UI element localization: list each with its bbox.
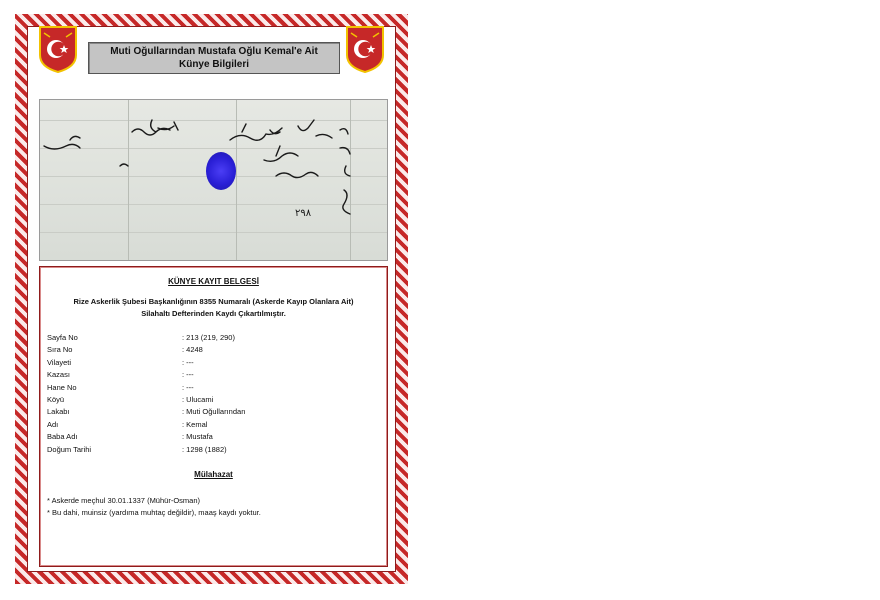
turkish-army-emblem-left bbox=[38, 25, 78, 73]
field-value: : --- bbox=[182, 357, 194, 367]
description-line-2: Silahaltı Defterinden Kaydı Çıkartılmıştır. bbox=[141, 309, 286, 318]
field-label: Köyü bbox=[47, 394, 65, 404]
field-value: : --- bbox=[182, 370, 194, 380]
description-line-1: Rize Askerlik Şubesi Başkanlığının 8355 Numaralı (Askerde Kayıp Olanlara Ait) bbox=[73, 297, 354, 306]
field-row bbox=[47, 383, 377, 395]
document-title: KÜNYE KAYIT BELGESİ bbox=[168, 277, 259, 286]
notes-list bbox=[47, 495, 377, 519]
field-row bbox=[47, 395, 377, 407]
ledger-scan-image bbox=[39, 99, 388, 261]
field-row bbox=[47, 358, 377, 370]
field-label: Hane No bbox=[47, 382, 77, 392]
field-row bbox=[47, 407, 377, 419]
ottoman-handwriting bbox=[40, 100, 387, 260]
document-description bbox=[50, 296, 377, 320]
field-label: Baba Adı bbox=[47, 432, 78, 442]
field-value: : 4248 bbox=[182, 345, 203, 355]
field-row bbox=[47, 445, 377, 457]
field-label: Sıra No bbox=[47, 345, 73, 355]
field-label: Lakabı bbox=[47, 407, 70, 417]
svg-text:٢٩٨: ٢٩٨ bbox=[295, 208, 312, 219]
field-label: Adı bbox=[47, 419, 59, 429]
header-title-line2: Künye Bilgileri bbox=[178, 59, 249, 70]
field-value: : Muti Oğullarından bbox=[182, 407, 246, 417]
field-value: : 213 (219, 290) bbox=[182, 333, 235, 342]
field-label: Doğum Tarihi bbox=[47, 444, 92, 454]
turkish-army-emblem-right bbox=[345, 25, 385, 73]
field-row bbox=[47, 432, 377, 444]
field-label: Sayfa No bbox=[47, 333, 78, 342]
header-title-line1: Muti Oğullarından Mustafa Oğlu Kemal'e Ait bbox=[110, 46, 318, 57]
field-value: : Kemal bbox=[182, 419, 208, 429]
field-row bbox=[47, 333, 377, 345]
record-panel bbox=[39, 266, 388, 567]
field-label: Kazası bbox=[47, 370, 70, 380]
field-row bbox=[47, 420, 377, 432]
field-label: Vilayeti bbox=[47, 357, 72, 367]
field-row bbox=[47, 345, 377, 357]
field-value: : --- bbox=[182, 382, 194, 392]
field-value: : Mustafa bbox=[182, 432, 213, 442]
note-item: * Askerde meçhul 30.01.1337 (Mühür-Osman) bbox=[47, 496, 200, 505]
notes-title: Mülahazat bbox=[194, 470, 233, 479]
note-item: * Bu dahi, muinsiz (yardıma muhtaç değildir), maaş kaydı yoktur. bbox=[47, 508, 261, 517]
field-value: : Ulucami bbox=[182, 394, 214, 404]
field-value: : 1298 (1882) bbox=[182, 444, 227, 454]
field-row bbox=[47, 370, 377, 382]
header-title-box bbox=[88, 42, 340, 74]
record-fields bbox=[47, 333, 377, 457]
